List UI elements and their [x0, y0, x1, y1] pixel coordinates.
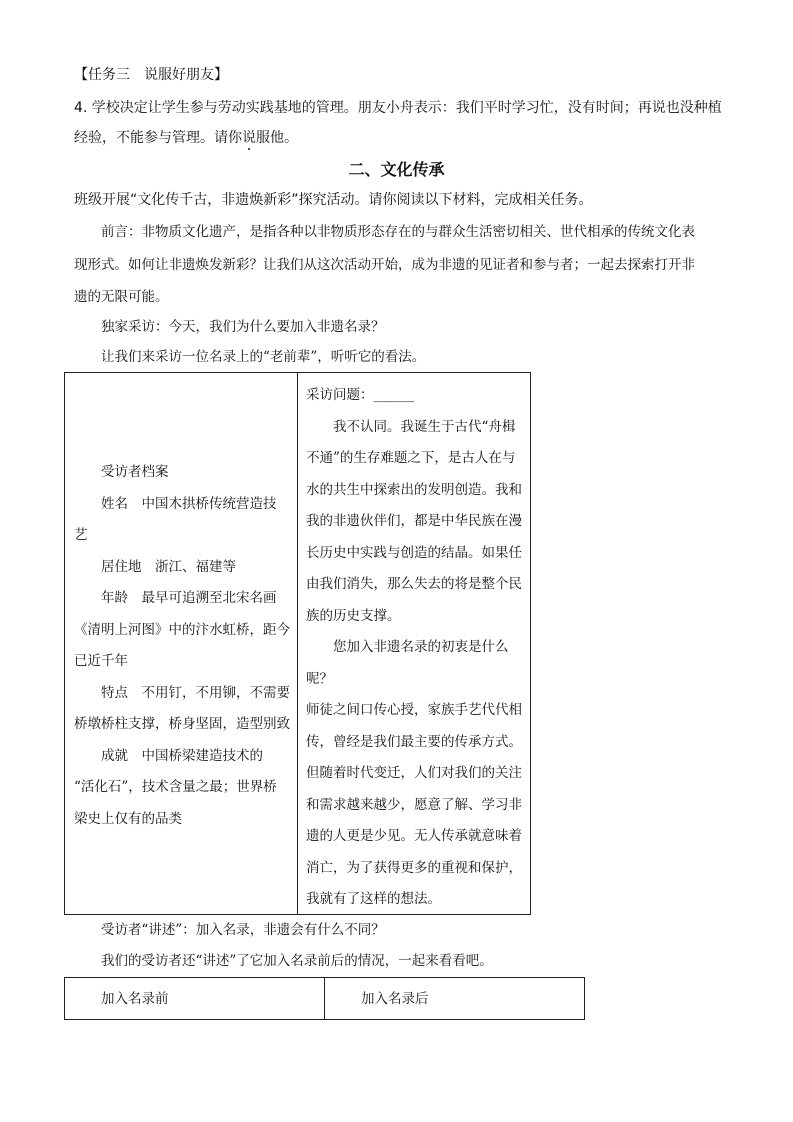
profile-line: 姓名 中国木拱桥传统营造技	[101, 495, 277, 512]
table-divider	[297, 372, 298, 915]
question-label: 采访问题：______	[306, 387, 414, 403]
profile-line: 年龄 最早可追溯至北宋名画	[101, 590, 277, 606]
interview-intro: 让我们来采访一位名录上的“老前辈”，听听它的看法。	[101, 349, 426, 365]
question-4-line1: 4. 学校决定让学生参与劳动实践基地的管理。朋友小舟表示：我们平时学习忙，没有时间；再说也没种植	[74, 100, 722, 116]
profile-line: 《清明上河图》中的汴水虹桥，距今	[74, 621, 290, 638]
profile-line: 成就 中国桥梁建造技术的	[101, 747, 263, 764]
interview-line: 我的非遗伙伴们，都是中华民族在漫	[306, 513, 522, 529]
before-label: 加入名录前	[101, 991, 169, 1007]
interview-line: 我就有了这样的想法。	[306, 891, 441, 907]
profile-line: 艺	[74, 527, 88, 543]
preface-line1: 前言：非物质文化遗产，是指各种以非物质形态存在的与群众生活密切相关、世代相承的传统文化表	[101, 224, 695, 240]
profile-line: 特点 不用钉，不用铆，不需要	[101, 684, 290, 701]
profile-line: 桥墩桥柱支撑，桥身坚固，造型别致	[74, 716, 290, 732]
interview-line: 和需求越来越少，愿意了解、学习非	[306, 796, 522, 813]
profile-line: 居住地 浙江、福建等	[101, 558, 236, 575]
interview-cell	[306, 380, 528, 916]
interview-line: 水的共生中探索出的发明创造。我和	[306, 481, 522, 498]
interview-line: 族的历史支撑。	[306, 607, 401, 624]
interview-line: 但随着时代变迁，人们对我们的关注	[306, 765, 522, 781]
exclusive-interview: 独家采访：今天，我们为什么要加入非遗名录？	[101, 319, 385, 335]
interview-line: 由我们消失，那么失去的将是整个民	[306, 576, 522, 592]
interview-line: 长历史中实践与创造的结晶。如果任	[306, 544, 522, 561]
section-intro: 班级开展“文化传千古，非遗焕新彩”探究活动。请你阅读以下材料，完成相关任务。	[74, 192, 593, 208]
profile-cell	[74, 457, 294, 835]
interview-line: 消亡，为了获得更多的重视和保护，	[306, 859, 522, 876]
profile-line: 已近千年	[74, 653, 128, 669]
interview-line: 不通”的生存难题之下，是古人在与	[306, 450, 516, 466]
profile-line: 梁史上仅有的品类	[74, 810, 182, 827]
interview-line: 师徒之间口传心授，家族手艺代代相	[306, 702, 522, 718]
interview-line: 我不认同。我诞生于古代“舟楫	[333, 418, 516, 435]
question-4-line2	[74, 128, 298, 148]
question-4-line2-a: 经验，不能参与管理。请你	[74, 130, 242, 146]
profile-line: “活化石”，技术含量之最；世界桥	[74, 779, 277, 795]
question-4-line2-c: 服他。	[256, 130, 298, 146]
emphasis-char: 说	[242, 130, 256, 146]
task3-heading: 【任务三 说服好朋友】	[74, 67, 228, 83]
before-after-divider	[324, 977, 325, 1020]
section-title: 二、文化传承	[348, 160, 445, 179]
profile-heading: 受访者档案	[101, 464, 169, 480]
narrate-line: 受访者“讲述”：加入名录，非遗会有什么不同？	[101, 922, 385, 938]
narrate-line2: 我们的受访者还“讲述”了它加入名录前后的情况，一起来看看吧。	[101, 953, 493, 969]
preface-line2: 现形式。如何让非遗焕发新彩？让我们从这次活动开始，成为非遗的见证者和参与者；一起去探索打开非	[74, 257, 695, 273]
preface-line3: 遗的无限可能。	[74, 289, 169, 305]
interview-line: 传，曾经是我们最主要的传承方式。	[306, 733, 522, 750]
after-label: 加入名录后	[361, 991, 429, 1007]
interview-line: 遗的人更是少见。无人传承就意味着	[306, 828, 522, 844]
interview-line: 呢？	[306, 670, 333, 687]
interview-line: 您加入非遗名录的初衷是什么	[333, 639, 509, 655]
